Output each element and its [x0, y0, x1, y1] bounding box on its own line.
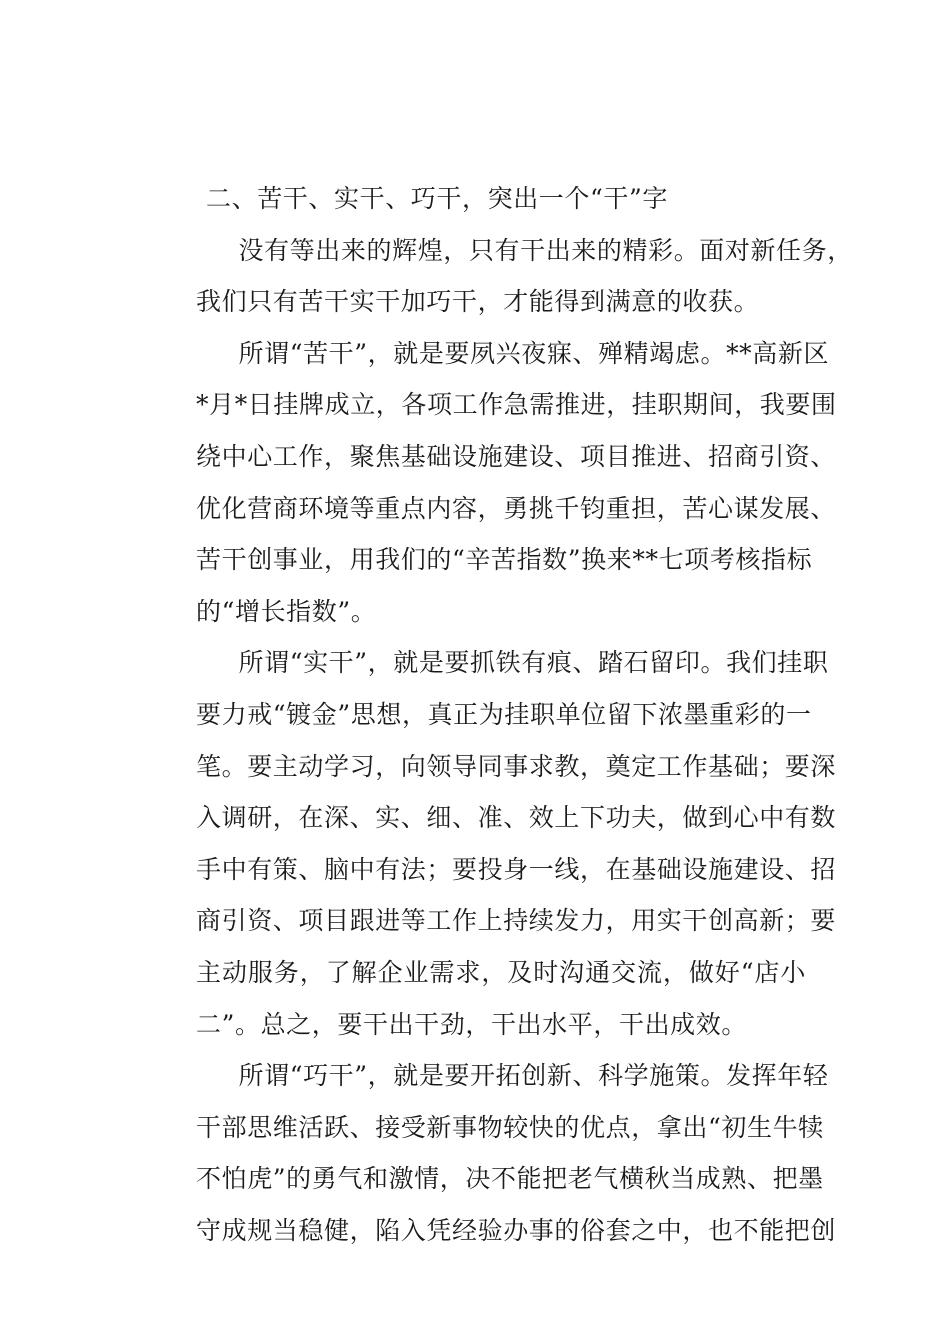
- text-line: 优化营商环境等重点内容，勇挑千钧重担，苦心谋发展、: [196, 493, 837, 523]
- heading-line: 二、苦干、实干、巧干，突出一个“干”字: [206, 184, 668, 213]
- text-line: 笔。要主动学习，向领导同事求教，奠定工作基础；要深: [196, 751, 837, 781]
- text-line: 所谓“巧干”，就是要开拓创新、科学施策。发挥年轻: [238, 1061, 829, 1091]
- text-line: 没有等出来的辉煌，只有干出来的精彩。面对新任务，: [238, 235, 853, 265]
- text-line: 苦干创事业，用我们的“辛苦指数”换来**七项考核指标: [196, 545, 813, 575]
- text-line: 商引资、项目跟进等工作上持续发力，用实干创高新；要: [196, 906, 837, 936]
- text-line: 所谓“苦干”，就是要夙兴夜寐、殚精竭虑。**高新区: [238, 338, 830, 368]
- text-line: 二”。总之，要干出干劲，干出水平，干出成效。: [196, 1009, 747, 1039]
- text-line: 干部思维活跃、接受新事物较快的优点，拿出“初生牛犊: [196, 1112, 824, 1142]
- text-line: 守成规当稳健，陷入凭经验办事的俗套之中，也不能把创: [196, 1215, 837, 1245]
- text-line: 的“增长指数”。: [196, 596, 377, 626]
- text-line: 我们只有苦干实干加巧干，才能得到满意的收获。: [196, 287, 760, 317]
- text-line: 不怕虎”的勇气和激情，决不能把老气横秋当成熟、把墨: [196, 1164, 824, 1194]
- text-line: 手中有策、脑中有法；要投身一线，在基础设施建设、招: [196, 854, 837, 884]
- paragraph-intro: [146, 225, 853, 328]
- paragraph-kugan: [146, 328, 837, 638]
- paragraph-qiaogan: [146, 1050, 837, 1256]
- text-line: *月*日挂牌成立，各项工作急需推进，挂职期间，我要围: [196, 390, 837, 420]
- text-line: 主动服务，了解企业需求，及时沟通交流，做好“店小: [196, 957, 806, 987]
- section-heading: [146, 173, 806, 225]
- text-line: 绕中心工作，聚焦基础设施建设、项目推进、招商引资、: [196, 441, 837, 471]
- paragraph-shigan: [146, 637, 837, 1050]
- text-line: 所谓“实干”，就是要抓铁有痕、踏石留印。我们挂职: [238, 648, 829, 678]
- text-line: 入调研，在深、实、细、准、效上下功夫，做到心中有数: [196, 803, 837, 833]
- text-line: 要力戒“镀金”思想，真正为挂职单位留下浓墨重彩的一: [196, 699, 812, 729]
- document-body: [146, 173, 853, 1256]
